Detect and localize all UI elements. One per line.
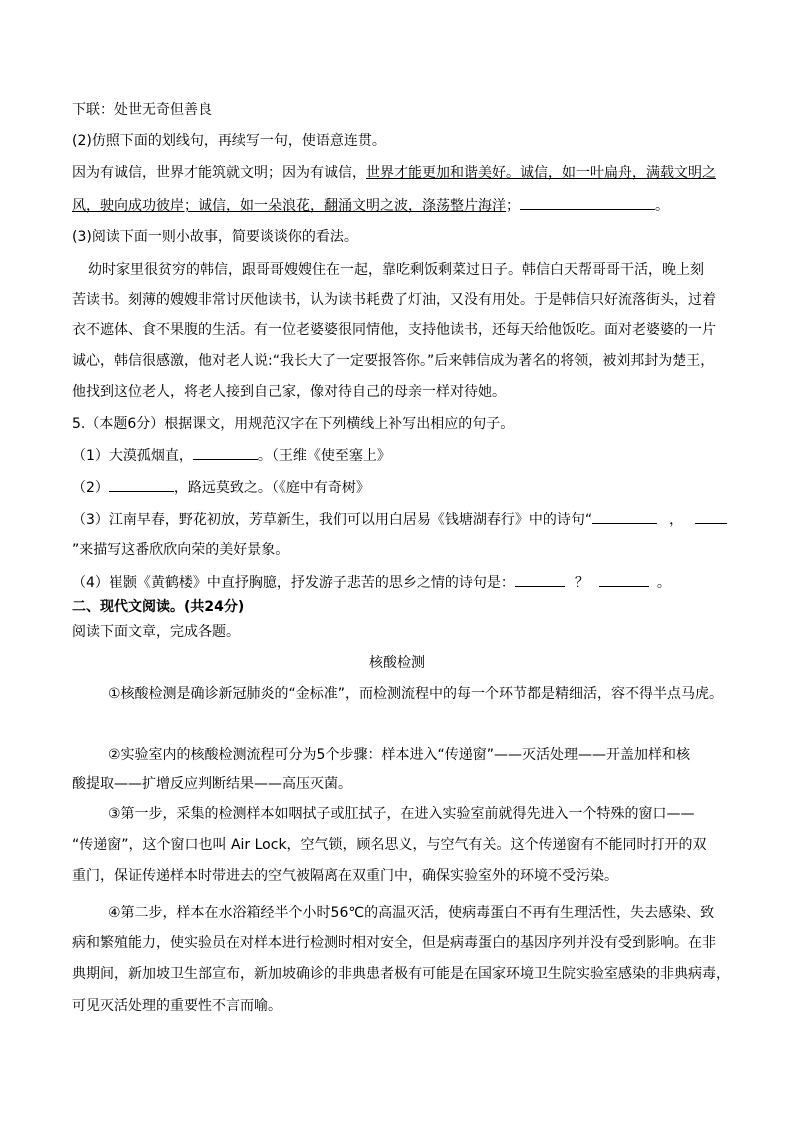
q2-underlined: 世界才能更加和谐美好。诚信，如一叶扁舟，满载文明之 — [366, 165, 716, 181]
q2-line-1 — [72, 164, 716, 182]
q5-item-4 — [72, 573, 671, 592]
answer-blank[interactable] — [193, 446, 258, 460]
story-line: 诚心，韩信很感激，他对老人说:“我长大了一定要报答你。”后来韩信成为著名的将领，被刘邦封为楚王， — [72, 353, 715, 369]
answer-blank[interactable] — [520, 196, 655, 210]
article-line: ③第一步，采集的检测样本如咽拭子或肛拭子，在进入实验室前就得先进入一个特殊的窗口—— — [108, 806, 695, 822]
article-line: 可见灭活处理的重要性不言而喻。 — [72, 998, 282, 1014]
article-line: ②实验室内的核酸检测流程可分为5个步骤：样本进入“传递窗”——灭活处理——开盖加样和核 — [108, 747, 690, 763]
article-line: 重门，保证传递样本时带进去的空气被隔离在双重门中，确保实验室外的环境不受污染。 — [72, 868, 618, 884]
q2-sep: ； — [506, 198, 520, 214]
q3-prompt: (3)阅读下面一则小故事，简要谈谈你的看法。 — [72, 229, 358, 245]
answer-blank[interactable] — [695, 510, 727, 524]
article-line: “传递窗”，这个窗口也叫 Air Lock，空气锁，顾名思义，与空气有关。这个传递窗有不能同时打开的双 — [72, 837, 707, 853]
article-line: ④第二步，样本在水浴箱经半个小时56℃的高温灭活，使病毒蛋白不再有生理活性，失去感染、致 — [108, 905, 715, 921]
item-text: ？ — [574, 575, 589, 591]
story-line: 他找到这位老人，将老人接到自己家，像对待自己的母亲一样对待她。 — [72, 384, 506, 400]
item-text: ，路远莫致之。（《庭中有奇树》 — [173, 480, 370, 496]
q5-item-2 — [72, 478, 370, 497]
answer-blank[interactable] — [515, 573, 565, 587]
item-text: 。 — [656, 575, 671, 591]
q5-title: 5.（本题6分）根据课文，用规范汉字在下列横线上补写出相应的句子。 — [72, 416, 515, 432]
story-line: 衣不遮体、食不果腹的生活。有一位老婆婆很同情他，支持他读书，还每天给他饭吃。面对老婆婆的一片 — [72, 322, 716, 338]
q5-item-1 — [72, 446, 391, 465]
q2-plain: 因为有诚信，世界才能筑就文明；因为有诚信， — [72, 165, 366, 181]
q5-item-3-cont: ”来描写这番欣欣向荣的美好景象。 — [72, 542, 290, 558]
article-line: 病和繁殖能力，使实验员在对样本进行检测时相对安全，但是病毒蛋白的基因序列并没有受到影响。在非 — [72, 935, 716, 951]
q2-line-2 — [72, 196, 669, 215]
answer-blank[interactable] — [109, 478, 174, 492]
item-text: 。（王维《使至塞上》 — [257, 448, 391, 464]
article-line: 典期间，新加坡卫生部宣布，新加坡确诊的非典患者极有可能是在国家环境卫生院实验室感染的非典病毒， — [72, 966, 730, 982]
story-line: 幼时家里很贫穷的韩信，跟哥哥嫂嫂住在一起，靠吃剩饭剩菜过日子。韩信白天帮哥哥干活，晚上刻 — [88, 262, 704, 278]
item-text: ， — [669, 512, 684, 528]
q2-prompt: (2)仿照下面的划线句，再续写一句，使语意连贯。 — [72, 133, 386, 149]
item-text: （4）崔颢《黄鹤楼》中直抒胸臆，抒发游子悲苦的思乡之情的诗句是： — [72, 575, 515, 591]
q2-underlined-2: 风，驶向成功彼岸；诚信，如一朵浪花，翻涌文明之波，涤荡整片海洋 — [72, 198, 506, 214]
story-line: 苦读书。刻薄的嫂嫂非常讨厌他读书，认为读书耗费了灯油，又没有用处。于是韩信只好流落街头，过着 — [72, 292, 716, 308]
article-line: 酸提取——扩增反应判断结果——高压灭菌。 — [72, 776, 352, 792]
article-title: 核酸检测 — [369, 655, 425, 671]
item-text: （1）大漠孤烟直， — [72, 448, 193, 464]
answer-blank[interactable] — [599, 573, 649, 587]
answer-blank[interactable] — [592, 510, 657, 524]
q5-item-3 — [72, 510, 727, 529]
article-line: ①核酸检测是确诊新冠肺炎的“金标准”，而检测流程中的每一个环节都是精细活，容不得半点马虎。 — [108, 686, 724, 702]
item-text: （2） — [72, 480, 109, 496]
item-text: （3）江南早春，野花初放，芳草新生，我们可以用白居易《钱塘湖春行》中的诗句“ — [72, 512, 593, 528]
couplet-lower: 下联：处世无奇但善良 — [72, 102, 212, 118]
section-heading: 二、现代文阅读。(共24分) — [72, 599, 245, 615]
q2-end: 。 — [655, 198, 669, 214]
section-instruction: 阅读下面文章，完成各题。 — [72, 624, 240, 640]
